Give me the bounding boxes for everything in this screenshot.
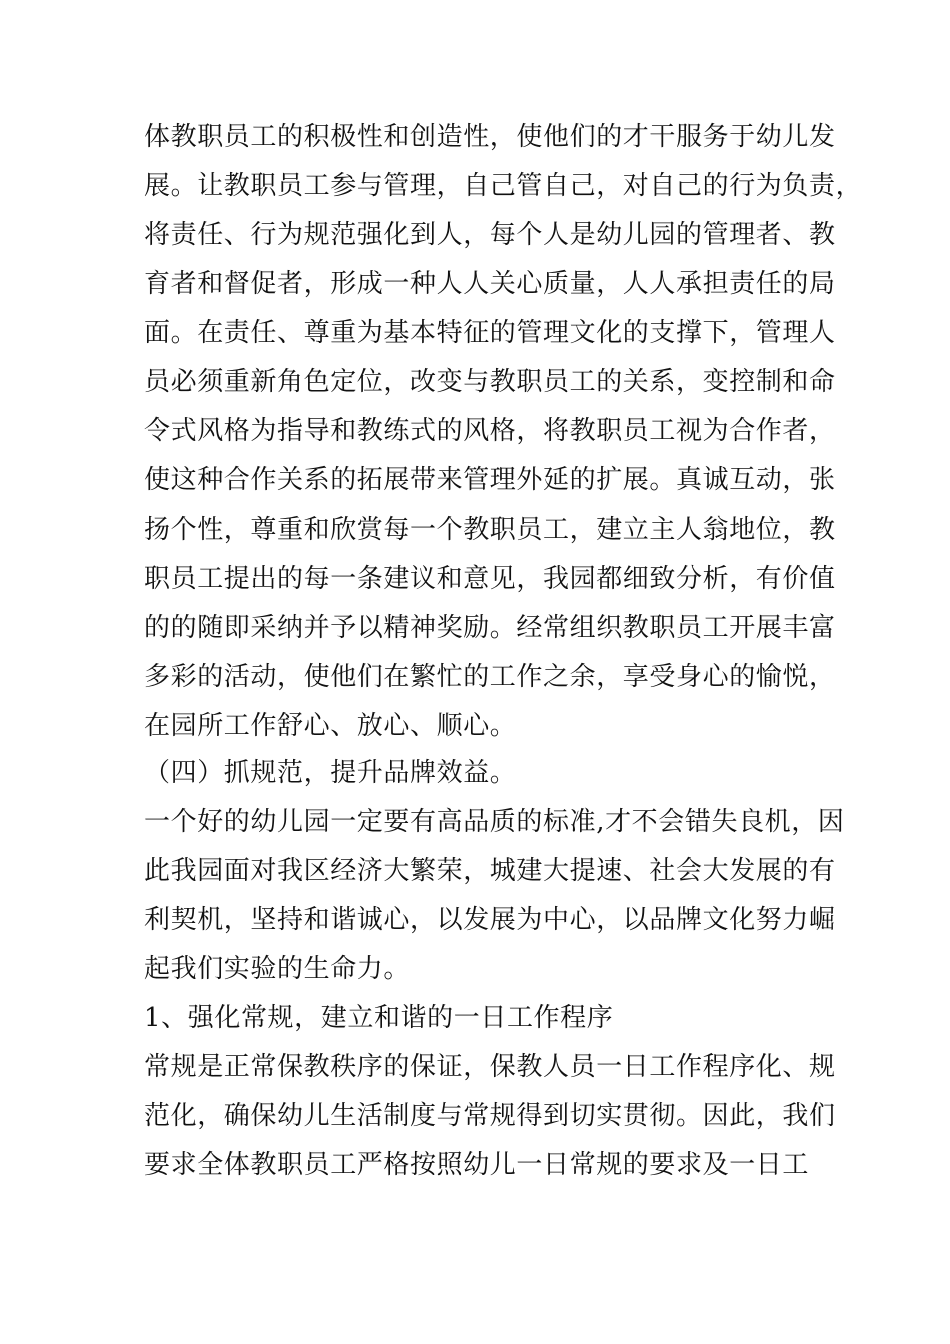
section-heading: （四）抓规范，提升品牌效益。 [144,758,517,788]
subsection-heading: 1、强化常规，建立和谐的一日工作程序 [144,1003,614,1033]
text-line: 此我园面对我区经济大繁荣，城建大提速、社会大发展的有 [144,856,836,886]
text-line: 在园所工作舒心、放心、顺心。 [144,711,517,741]
text-line: 展。让教职员工参与管理，自己管自己，对自己的行为负责， [144,171,863,201]
text-line: 令式风格为指导和教练式的风格，将教职员工视为合作者， [144,416,836,446]
text-line: 多彩的活动，使他们在繁忙的工作之余，享受身心的愉悦， [144,662,836,692]
text-line: 职员工提出的每一条建议和意见，我园都细致分析，有价值 [144,564,836,594]
text-line: 的的随即采纳并予以精神奖励。经常组织教职员工开展丰富 [144,613,836,643]
text-line: 一个好的幼儿园一定要有高品质的标准,才不会错失良机，因 [144,807,845,837]
text-line: 常规是正常保教秩序的保证，保教人员一日工作程序化、规 [144,1052,836,1082]
text-line: 利契机，坚持和谐诚心，以发展为中心，以品牌文化努力崛 [144,905,836,935]
text-line: 使这种合作关系的拓展带来管理外延的扩展。真诚互动，张 [144,465,836,495]
text-line: 育者和督促者，形成一种人人关心质量，人人承担责任的局 [144,269,836,299]
text-line: 扬个性，尊重和欣赏每一个教职员工，建立主人翁地位，教 [144,515,836,545]
text-line: 将责任、行为规范强化到人，每个人是幼儿园的管理者、教 [144,220,836,250]
text-line: 体教职员工的积极性和创造性，使他们的才干服务于幼儿发 [144,122,836,152]
text-line: 起我们实验的生命力。 [144,954,411,984]
text-line: 范化，确保幼儿生活制度与常规得到切实贯彻。因此，我们 [144,1101,836,1131]
text-line: 要求全体教职员工严格按照幼儿一日常规的要求及一日工 [144,1150,810,1180]
text-line: 员必须重新角色定位，改变与教职员工的关系，变控制和命 [144,367,836,397]
text-line: 面。在责任、尊重为基本特征的管理文化的支撑下，管理人 [144,318,836,348]
